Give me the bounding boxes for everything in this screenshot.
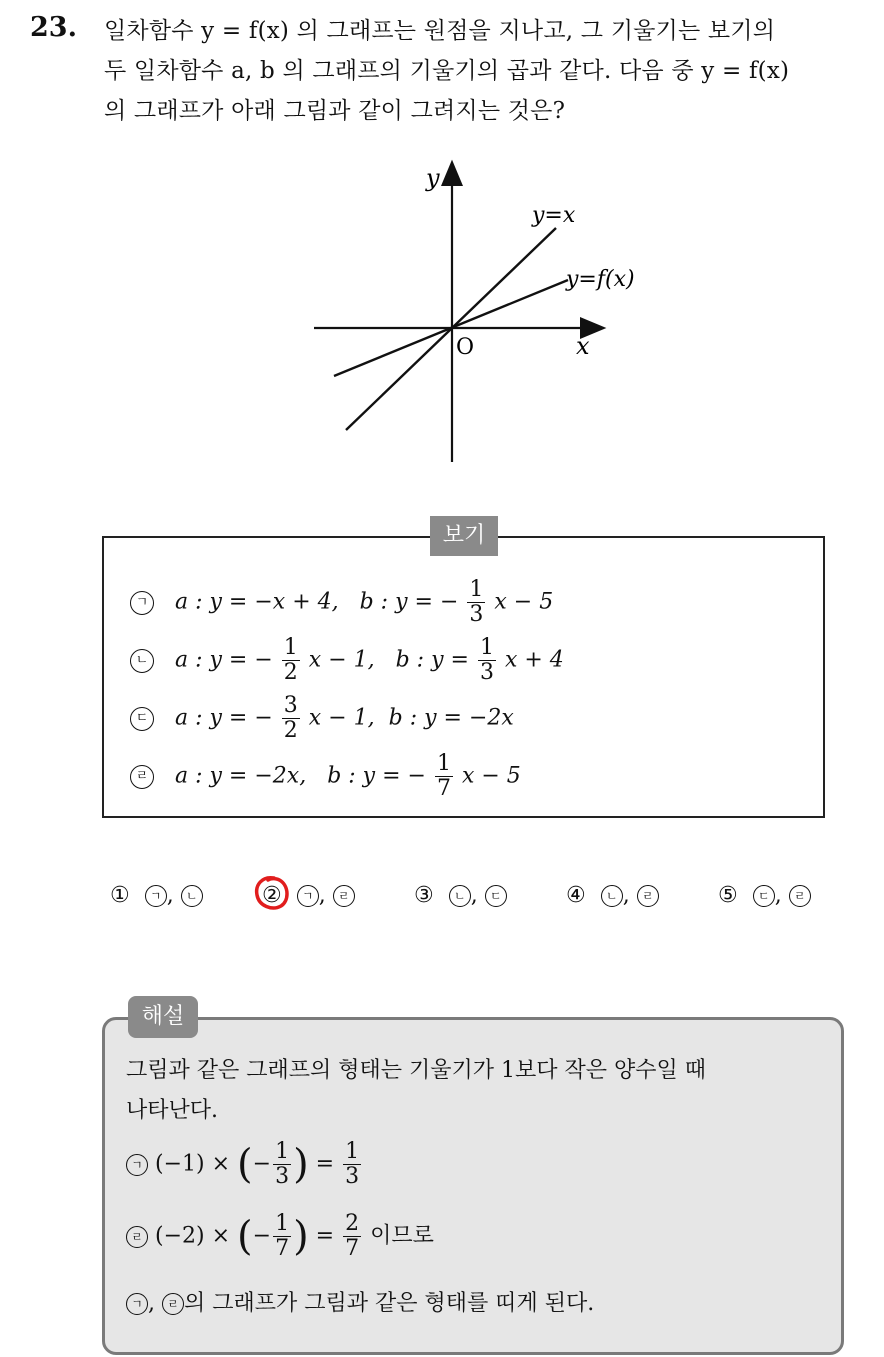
fraction: $\frac{1}{3}$	[345, 1139, 360, 1190]
function-graph	[300, 150, 660, 470]
fraction: $\frac{1}{7}$	[275, 1211, 290, 1262]
fraction: $\frac{1}{3}$	[469, 577, 484, 628]
question-number: 23.	[30, 12, 77, 43]
solution-eq-2: ㄹ (−2) × (− $\frac{1}{7}$ ) = $\frac{2}{7}$ 이므로	[126, 1212, 434, 1261]
x-axis-label: x	[576, 332, 590, 360]
bogi-item-3: ㄷ a : y = − $\frac{3}{2}$ x − 1, b : y = −2x	[130, 694, 514, 743]
origin-label: O	[456, 335, 475, 360]
choice-1[interactable]: ① ㄱ , ㄴ	[110, 883, 203, 908]
solution-line-2: 나타난다.	[126, 1098, 219, 1123]
line-lower-label: y=f(x)	[566, 267, 635, 292]
solution-line-1: 그림과 같은 그래프의 형태는 기울기가 1보다 작은 양수일 때	[126, 1058, 706, 1083]
bogi-title: 보기	[430, 516, 498, 556]
y-axis-label: y	[426, 164, 440, 192]
bogi-item-1: ㄱ a : y = −x + 4, b : y = − $\frac{1}{3}$ x − 5	[130, 578, 553, 627]
choice-2[interactable]: ② ㄱ , ㄹ	[262, 883, 355, 908]
line-upper-label: y=x	[532, 203, 576, 228]
fraction: $\frac{1}{3}$	[275, 1139, 290, 1190]
choice-5[interactable]: ⑤ ㄷ , ㄹ	[718, 883, 811, 908]
solution-title: 해설	[128, 996, 198, 1038]
item-mark: ㄱ	[130, 591, 154, 615]
item-mark: ㄹ	[130, 765, 154, 789]
choice-3[interactable]: ③ ㄴ , ㄷ	[414, 883, 507, 908]
solution-conclusion: ㄱ , ㄹ 의 그래프가 그림과 같은 형태를 띠게 된다.	[126, 1286, 594, 1317]
selected-answer-circle	[252, 873, 292, 913]
item-mark: ㄷ	[130, 707, 154, 731]
item-mark: ㄴ	[130, 649, 154, 673]
fraction: $\frac{3}{2}$	[283, 693, 298, 744]
question-line-1: 일차함수 y = f(x) 의 그래프는 원점을 지나고, 그 기울기는 보기의	[104, 18, 776, 44]
solution-eq-1: ㄱ (−1) × (− $\frac{1}{3}$ ) = $\frac{1}{3}$	[126, 1140, 363, 1189]
fraction: $\frac{1}{3}$	[479, 635, 494, 686]
fraction: $\frac{1}{7}$	[436, 751, 451, 802]
bogi-item-2: ㄴ a : y = − $\frac{1}{2}$ x − 1, b : y = $\frac{1}{3}$ x + 4	[130, 636, 564, 685]
choice-4[interactable]: ④ ㄴ , ㄹ	[566, 883, 659, 908]
bogi-item-4: ㄹ a : y = −2x, b : y = − $\frac{1}{7}$ x − 5	[130, 752, 521, 801]
question-line-3: 의 그래프가 아래 그림과 같이 그려지는 것은?	[104, 98, 566, 124]
question-line-2: 두 일차함수 a, b 의 그래프의 기울기의 곱과 같다. 다음 중 y = f(x)	[104, 58, 790, 84]
fraction: $\frac{2}{7}$	[345, 1211, 360, 1262]
fraction: $\frac{1}{2}$	[283, 635, 298, 686]
